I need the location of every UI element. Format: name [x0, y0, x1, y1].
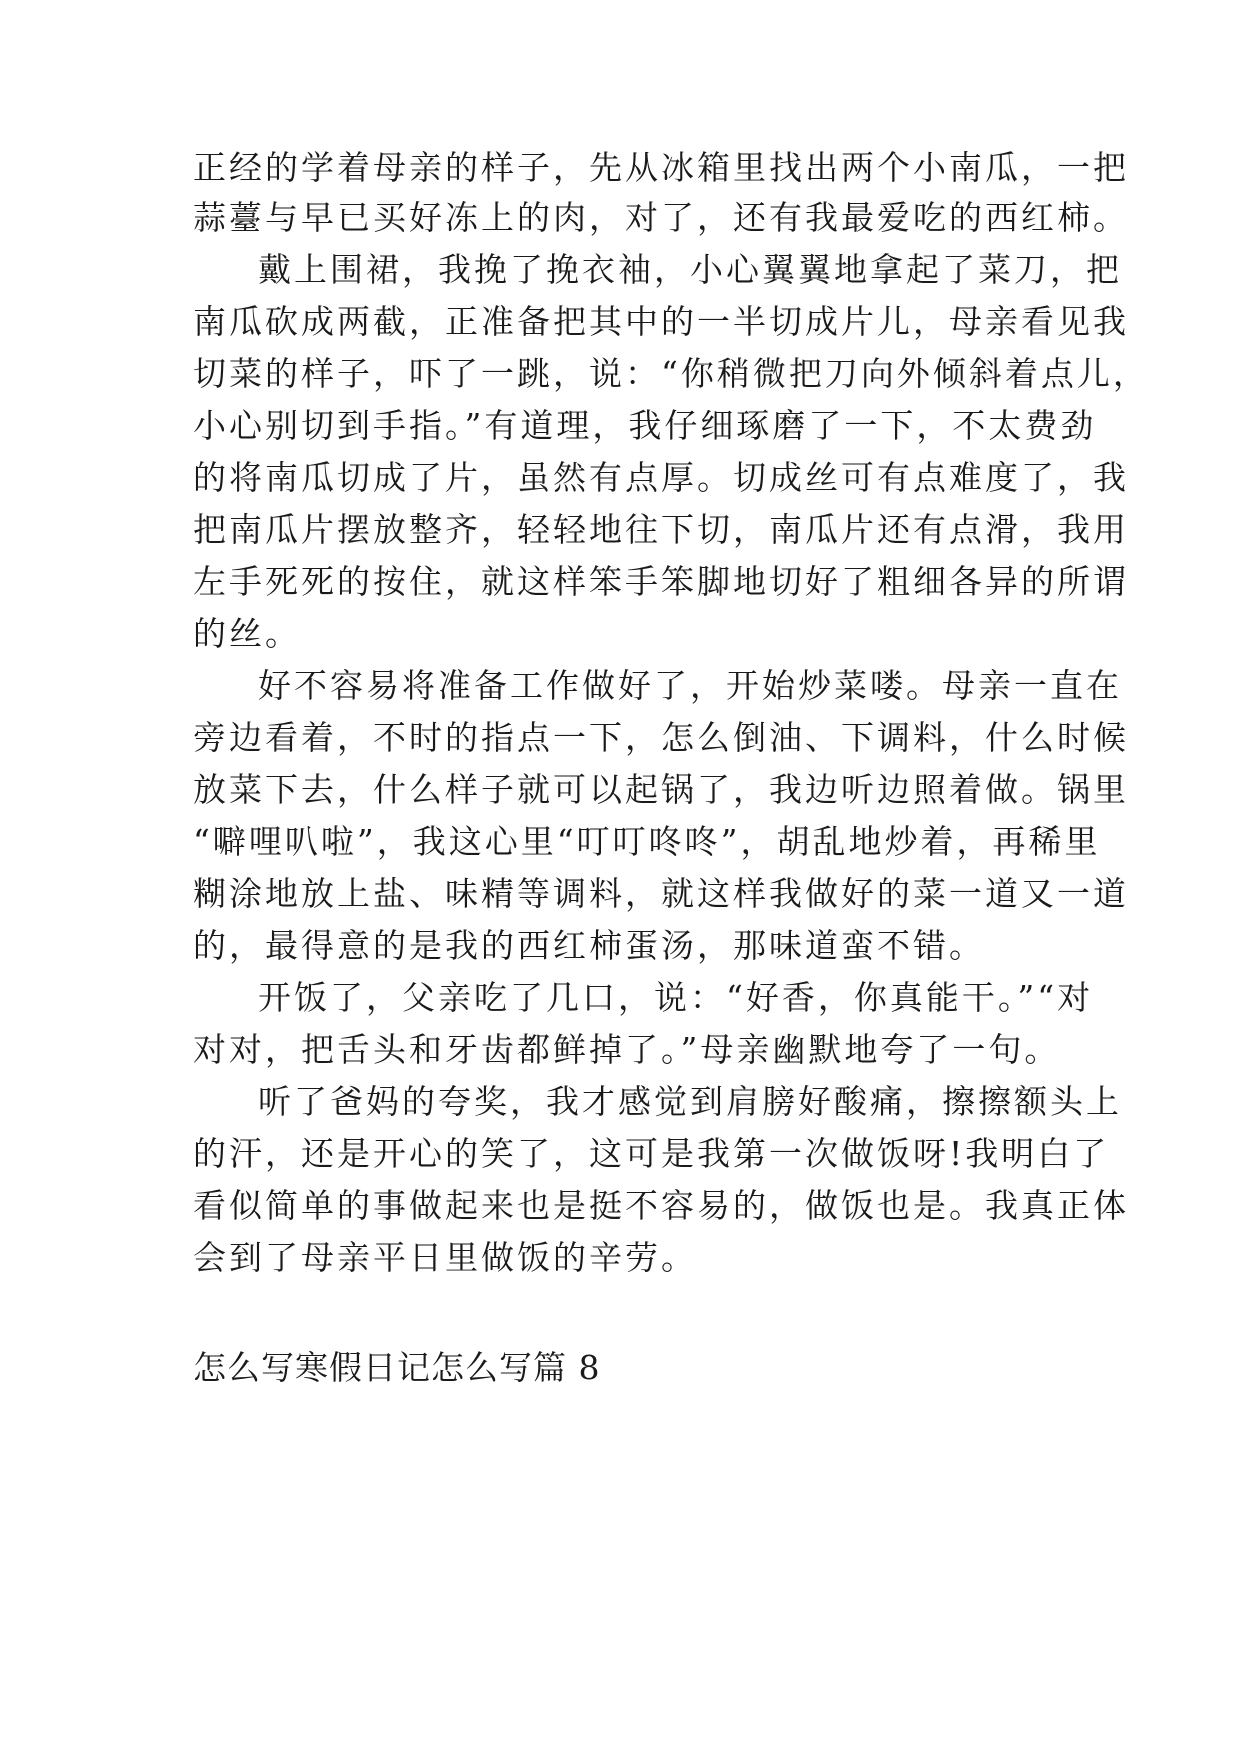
paragraph-first-line: 开饭了，父亲吃了几口，说：“好香，你真能干。”“对 [258, 978, 1094, 1017]
text-line: 小心别切到手指。”有道理，我仔细琢磨了一下，不太费劲 [193, 406, 1097, 445]
text-line: 看似简单的事做起来也是挺不容易的，做饭也是。我真正体 [193, 1186, 1129, 1225]
text-line: 对对，把舌头和牙齿都鲜掉了。”母亲幽默地夸了一句。 [193, 1030, 1061, 1069]
paragraph-first-line: 好不容易将准备工作做好了，开始炒菜喽。母亲一直在 [258, 666, 1122, 705]
text-line: 左手死死的按住，就这样笨手笨脚地切好了粗细各异的所谓 [193, 562, 1129, 601]
text-line: 切菜的样子，吓了一跳，说：“你稍微把刀向外倾斜着点儿， [193, 354, 1149, 393]
text-line: “噼哩叭啦”，我这心里“叮叮咚咚”，胡乱地炒着，再稀里 [193, 822, 1101, 861]
text-line: 正经的学着母亲的样子，先从冰箱里找出两个小南瓜，一把 [193, 148, 1129, 187]
text-line: 的将南瓜切成了片，虽然有点厚。切成丝可有点难度了，我 [193, 458, 1129, 497]
text-line: 蒜薹与早已买好冻上的肉，对了，还有我最爱吃的西红柿。 [193, 198, 1129, 237]
text-line: 放菜下去，什么样子就可以起锅了，我边听边照着做。锅里 [193, 770, 1129, 809]
paragraph-first-line: 听了爸妈的夸奖，我才感觉到肩膀好酸痛，擦擦额头上 [258, 1082, 1122, 1121]
section-heading: 怎么写寒假日记怎么写篇 8 [193, 1348, 601, 1387]
text-line: 把南瓜片摆放整齐，轻轻地往下切，南瓜片还有点滑，我用 [193, 510, 1129, 549]
text-line: 旁边看着，不时的指点一下，怎么倒油、下调料，什么时候 [193, 718, 1129, 757]
text-line: 的，最得意的是我的西红柿蛋汤，那味道蛮不错。 [193, 926, 985, 965]
text-line: 糊涂地放上盐、味精等调料，就这样我做好的菜一道又一道 [193, 874, 1129, 913]
text-line: 的汗，还是开心的笑了，这可是我第一次做饭呀!我明白了 [193, 1134, 1110, 1173]
text-line: 南瓜砍成两截，正准备把其中的一半切成片儿，母亲看见我 [193, 302, 1129, 341]
text-line: 的丝。 [193, 614, 301, 653]
text-line: 会到了母亲平日里做饭的辛劳。 [193, 1238, 697, 1277]
paragraph-first-line: 戴上围裙，我挽了挽衣袖，小心翼翼地拿起了菜刀，把 [258, 250, 1122, 289]
